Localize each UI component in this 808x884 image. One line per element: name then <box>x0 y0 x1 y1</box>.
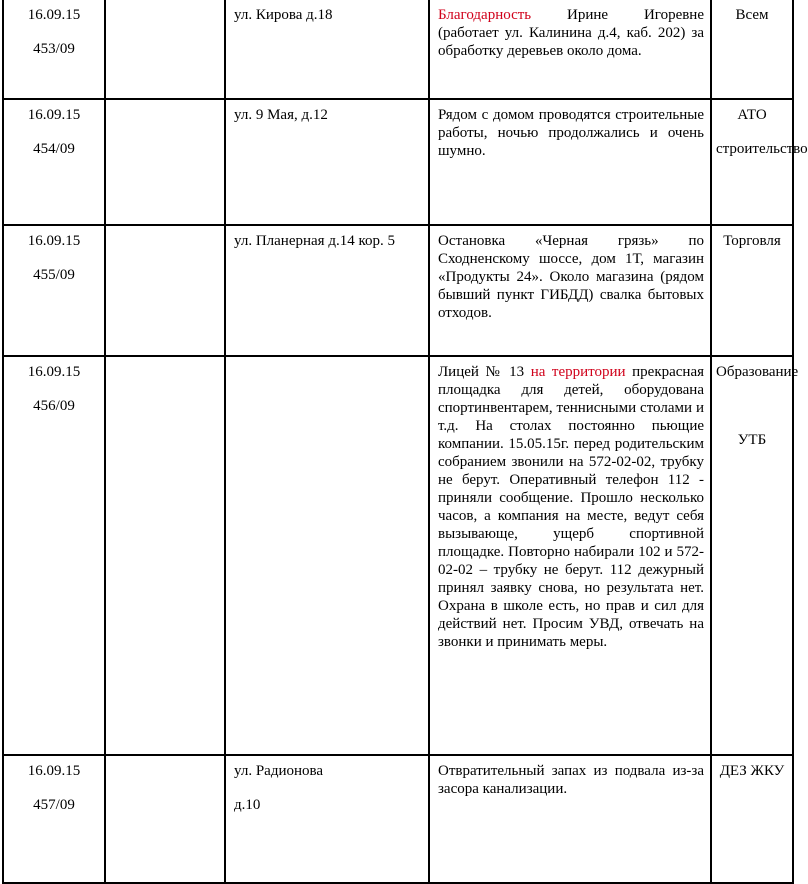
table-row <box>3 755 793 883</box>
entry-date: 16.09.15 <box>27 364 81 380</box>
address-cell <box>225 0 429 99</box>
category-cell <box>711 356 799 755</box>
table-row <box>3 225 793 356</box>
description-text-intro: Лицей № 13 <box>438 364 531 380</box>
address-line: ул. Планерная д.14 кор. 5 <box>234 233 395 249</box>
date-cell <box>3 755 105 883</box>
address-cell <box>225 99 429 225</box>
date-cell <box>3 0 105 99</box>
address-cell <box>225 356 429 755</box>
table-row <box>3 99 793 225</box>
empty-cell <box>105 755 225 883</box>
entry-number: 455/09 <box>33 267 75 283</box>
entry-number: 453/09 <box>33 41 75 57</box>
description-text: прекрасная площадка для детей, оборудована спортинвентарем, теннисными столами и т.д. На столах постоянно пьющие компании. 15.05.15г. перед родительским собранием звонили на 572-02-02, трубку не берут. Оперативный телефон 112 - приняли сообщение. Прошло несколько часов, а компания на месте, ведут себя вызывающе, ущерб спортивной площадке. Повторно набирали 102 и 572-02-02 – трубку не берут. 112 дежурный принял заявку снова, но результата нет. Охрана в школе есть, но прав и сил для действий нет. Просим УВД, отвечать на звонки и принимать меры. <box>438 364 705 650</box>
description-text: Рядом с домом проводятся строительные работы, ночью продолжались и очень шумно. <box>438 107 704 159</box>
table-row <box>3 356 793 755</box>
address-cell <box>225 225 429 356</box>
entry-date: 16.09.15 <box>27 763 81 779</box>
entry-number: 456/09 <box>33 398 75 414</box>
highlighted-text: на территории <box>530 364 626 380</box>
description-cell <box>429 755 711 883</box>
description-cell <box>429 99 711 225</box>
category-label: АТО <box>737 107 767 123</box>
category-cell <box>711 755 793 883</box>
table-row <box>3 0 793 99</box>
category-cell <box>711 99 808 225</box>
description-text: Отвратительный запах из подвала из-за засора канализации. <box>438 763 704 797</box>
empty-cell <box>105 225 225 356</box>
empty-cell <box>105 99 225 225</box>
empty-cell <box>105 356 225 755</box>
address-line: ул. Радионова <box>234 763 324 779</box>
category-label-secondary: УТБ <box>737 432 767 448</box>
date-cell <box>3 99 105 225</box>
category-label: Образование <box>716 364 799 380</box>
address-line: ул. Кирова д.18 <box>234 7 333 23</box>
entry-date: 16.09.15 <box>27 107 81 123</box>
description-text: Ирине Игоревне (работает ул. Калинина д.4, каб. 202) за обработку деревьев около дома. <box>438 7 704 59</box>
address-line: ул. 9 Мая, д.12 <box>234 107 328 123</box>
complaints-table <box>2 0 808 884</box>
category-label: Торговля <box>723 233 781 249</box>
entry-number: 454/09 <box>33 141 75 157</box>
description-cell <box>429 356 711 755</box>
description-cell <box>429 0 711 99</box>
category-label-secondary: строительство <box>716 141 808 157</box>
category-label: Всем <box>735 7 769 23</box>
entry-date: 16.09.15 <box>27 7 81 23</box>
category-cell <box>711 225 793 356</box>
empty-cell <box>105 0 225 99</box>
address-cell <box>225 755 429 883</box>
highlighted-text: Благодарность <box>438 7 532 23</box>
description-cell <box>429 225 711 356</box>
date-cell <box>3 225 105 356</box>
category-label: ДЕЗ ЖКУ <box>719 763 785 779</box>
entry-date: 16.09.15 <box>27 233 81 249</box>
address-line-secondary: д.10 <box>234 797 261 813</box>
entry-number: 457/09 <box>33 797 75 813</box>
category-cell <box>711 0 793 99</box>
description-text: Остановка «Черная грязь» по Сходненскому шоссе, дом 1Т, магазин «Продукты 24». Около магазина (рядом бывший пункт ГИБДД) свалка бытовых отходов. <box>438 233 704 321</box>
date-cell <box>3 356 105 755</box>
